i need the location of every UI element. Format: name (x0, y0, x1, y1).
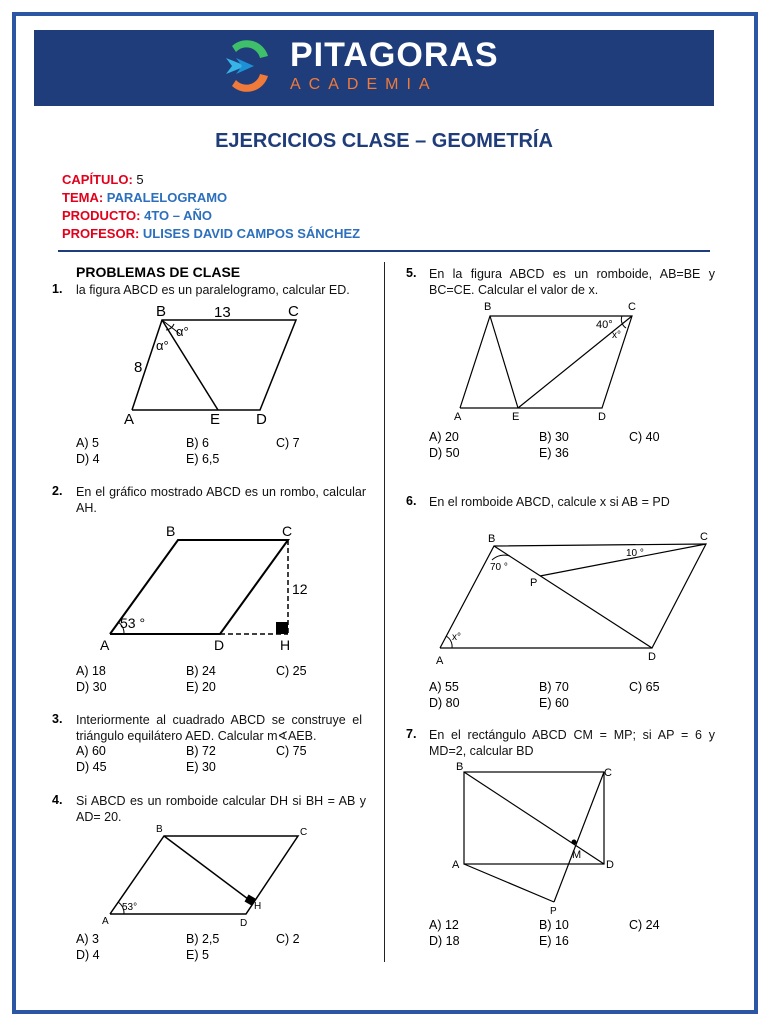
p6-option-b: B) 70 (539, 680, 569, 694)
f1-label-a: A (124, 411, 135, 428)
f1-label-d: D (256, 411, 267, 428)
figure-2 (96, 520, 316, 654)
f1-label-e: E (210, 411, 221, 428)
f6-angle-10: 10 ° (626, 548, 644, 559)
f7-label-d: D (606, 859, 614, 871)
f5-label-d: D (598, 411, 606, 423)
p5-option-e: E) 36 (539, 446, 569, 460)
p2-option-c: C) 25 (276, 664, 307, 678)
column-divider (384, 262, 385, 962)
f4-label-c: C (300, 827, 308, 838)
problem-2-number: 2. (52, 484, 63, 498)
problem-4-number: 4. (52, 793, 63, 807)
p2-option-b: B) 24 (186, 664, 216, 678)
f5-label-c: C (628, 301, 636, 313)
f6-label-d: D (648, 651, 656, 663)
p1-option-c: C) 7 (276, 436, 300, 450)
p3-option-c: C) 75 (276, 744, 307, 758)
f6-angle-x: x° (452, 632, 461, 643)
p2-option-e: E) 20 (186, 680, 216, 694)
f6-label-a: A (436, 655, 444, 667)
p2-option-d: D) 30 (76, 680, 107, 694)
f5-angle-x: x° (612, 330, 621, 341)
problem-7-text: En el rectángulo ABCD CM = MP; si AP = 6 y MD=2, calcular BD (429, 728, 715, 758)
f2-angle-53: 53 ° (120, 615, 146, 631)
f4-label-a: A (102, 916, 109, 927)
p7-option-b: B) 10 (539, 918, 569, 932)
f5-label-b: B (484, 301, 492, 313)
problem-2-text: En el gráfico mostrado ABCD es un rombo, calcular AH. (76, 485, 366, 515)
p3-option-a: A) 60 (76, 744, 106, 758)
f6-label-b: B (488, 533, 496, 545)
p4-option-e: E) 5 (186, 948, 209, 962)
figure-5 (448, 298, 648, 424)
f1-label-c: C (288, 303, 299, 320)
problem-3-number: 3. (52, 712, 63, 726)
figure-1 (110, 298, 320, 428)
f5-angle-40: 40° (596, 319, 613, 331)
p5-option-a: A) 20 (429, 430, 459, 444)
f4-label-d: D (240, 918, 248, 928)
problem-6-number: 6. (406, 494, 417, 508)
problem-4-text: Si ABCD es un romboide calcular DH si BH = AB y AD= 20. (76, 794, 366, 824)
f1-alpha-1: α° (176, 324, 189, 339)
p3-option-b: B) 72 (186, 744, 216, 758)
figure-6 (430, 526, 720, 670)
f2-label-b: B (166, 523, 176, 539)
brand-subtitle: ACADEMIA (290, 76, 438, 93)
p5-option-b: B) 30 (539, 430, 569, 444)
figure-4 (96, 822, 326, 928)
problem-7-number: 7. (406, 727, 417, 741)
p5-option-c: C) 40 (629, 430, 660, 444)
p1-option-e: E) 6,5 (186, 452, 220, 466)
header-divider (58, 250, 710, 252)
f4-label-b: B (156, 824, 163, 835)
f2-label-c: C (282, 523, 293, 539)
pitagoras-logo-icon (222, 40, 272, 92)
f1-side-8: 8 (134, 359, 143, 376)
f2-label-d: D (214, 637, 225, 653)
f5-label-a: A (454, 411, 462, 423)
f7-label-p: P (550, 906, 557, 914)
meta-product: PRODUCTO: 4TO – AÑO (62, 208, 213, 223)
p7-option-c: C) 24 (629, 918, 660, 932)
document-title: EJERCICIOS CLASE – GEOMETRÍA (215, 130, 553, 152)
f7-label-m: M (572, 849, 582, 861)
p7-option-e: E) 16 (539, 934, 569, 948)
meta-chapter: CAPÍTULO: 5 (62, 172, 144, 187)
p6-option-a: A) 55 (429, 680, 459, 694)
f2-label-a: A (100, 637, 110, 653)
f2-side-12: 12 (292, 581, 308, 597)
f7-label-c: C (604, 767, 612, 779)
problem-5-number: 5. (406, 266, 417, 280)
f6-label-c: C (700, 531, 708, 543)
p7-option-d: D) 18 (429, 934, 460, 948)
p3-option-d: D) 45 (76, 760, 107, 774)
p4-option-d: D) 4 (76, 948, 100, 962)
f6-label-p: P (530, 577, 538, 589)
problem-1-number: 1. (52, 282, 63, 296)
p1-option-b: B) 6 (186, 436, 209, 450)
f1-side-13: 13 (214, 304, 231, 321)
f2-label-h: H (280, 637, 291, 653)
f4-angle-53: 53° (122, 902, 138, 913)
section-heading: PROBLEMAS DE CLASE (76, 264, 241, 280)
problem-3-text: Interiormente al cuadrado ABCD se construye el triángulo equilátero AED. Calcular m∢AEB. (76, 713, 362, 743)
p5-option-d: D) 50 (429, 446, 460, 460)
p1-option-a: A) 5 (76, 436, 99, 450)
p4-option-c: C) 2 (276, 932, 300, 946)
p2-option-a: A) 18 (76, 664, 106, 678)
problem-1-text: la figura ABCD es un paralelogramo, calcular ED. (76, 283, 350, 297)
meta-topic: TEMA: PARALELOGRAMO (62, 190, 228, 205)
p3-option-e: E) 30 (186, 760, 216, 774)
f6-angle-70: 70 ° (490, 562, 508, 573)
problem-5-text: En la figura ABCD es un romboide, AB=BE y BC=CE. Calcular el valor de x. (429, 267, 715, 297)
f7-label-b: B (456, 761, 464, 773)
p7-option-a: A) 12 (429, 918, 459, 932)
f4-label-h: H (254, 901, 262, 912)
p6-option-e: E) 60 (539, 696, 569, 710)
p1-option-d: D) 4 (76, 452, 100, 466)
p6-option-c: C) 65 (629, 680, 660, 694)
p4-option-b: B) 2,5 (186, 932, 220, 946)
f5-label-e: E (512, 411, 520, 423)
p6-option-d: D) 80 (429, 696, 460, 710)
meta-teacher: PROFESOR: ULISES DAVID CAMPOS SÁNCHEZ (62, 226, 361, 241)
figure-7 (450, 758, 630, 914)
f7-label-a: A (452, 859, 460, 871)
f1-alpha-2: α° (156, 338, 169, 353)
problem-6-text: En el romboide ABCD, calcule x si AB = PD (429, 495, 670, 509)
p4-option-a: A) 3 (76, 932, 99, 946)
brand-name: PITAGORAS (290, 36, 499, 74)
f1-label-b: B (156, 303, 167, 320)
